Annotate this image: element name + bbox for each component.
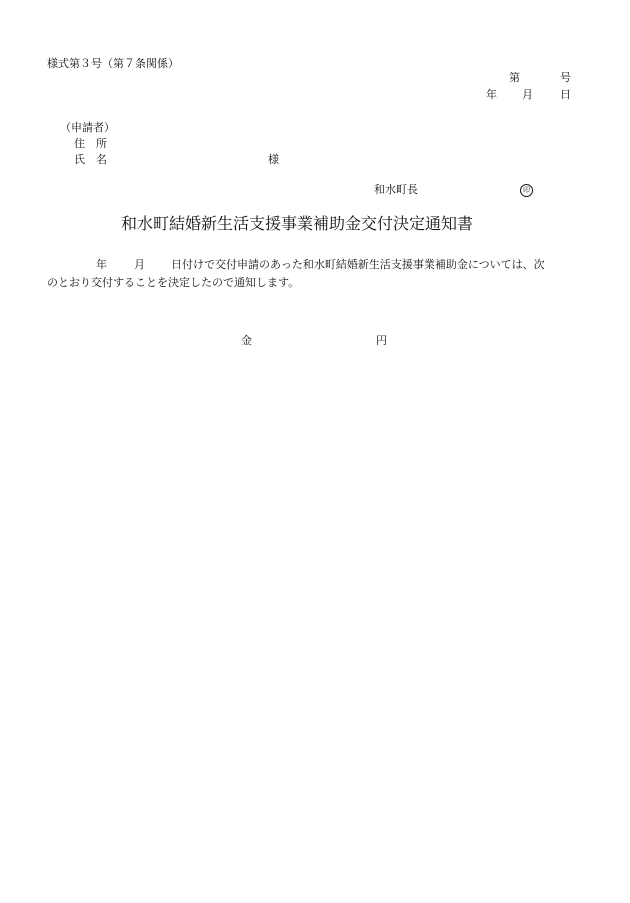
- amount-unit: 円: [376, 334, 387, 347]
- body-month: 月: [134, 258, 145, 271]
- address-label: 住 所: [74, 137, 107, 150]
- body-line-2: のとおり交付することを決定したので通知します。: [47, 276, 300, 289]
- date-month: 月: [522, 88, 533, 101]
- amount-prefix: 金: [241, 334, 252, 347]
- name-label: 氏 名: [74, 153, 107, 166]
- doc-number-suffix: 号: [560, 71, 571, 84]
- seal-mark: [520, 183, 533, 197]
- body-line-1: 日付けで交付申請のあった和水町結婚新生活支援事業補助金については、次: [171, 258, 545, 271]
- date-day: 日: [560, 88, 571, 101]
- seal-icon: 印: [520, 184, 533, 197]
- doc-number-prefix: 第: [509, 71, 520, 84]
- applicant-heading: （申請者）: [60, 121, 115, 134]
- body-year: 年: [96, 258, 107, 271]
- honorific: 様: [268, 153, 279, 166]
- form-number: 様式第３号（第７条関係）: [47, 57, 179, 70]
- date-year: 年: [486, 88, 497, 101]
- issuer-title: 和水町長: [374, 183, 418, 196]
- document-title: 和水町結婚新生活支援事業補助金交付決定通知書: [121, 214, 474, 233]
